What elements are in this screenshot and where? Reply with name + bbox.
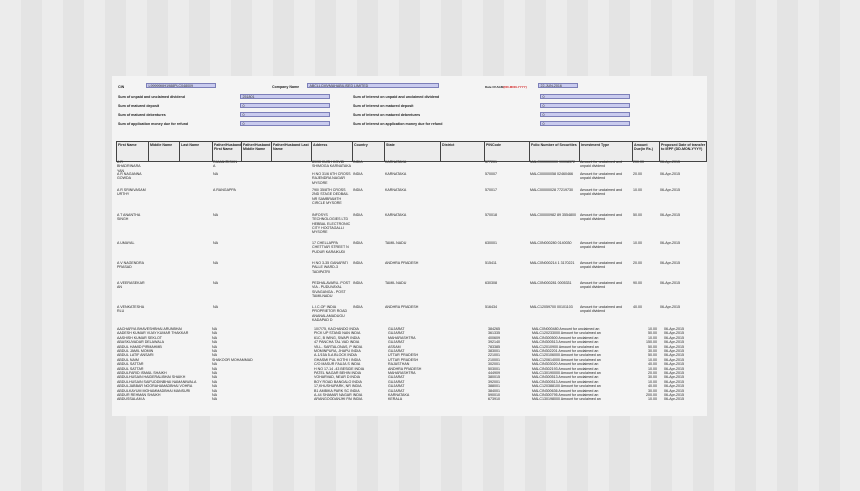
cell-father: NA [212, 353, 217, 358]
cell-name: ABDUL HAMID PIRMAHMB [117, 344, 162, 349]
cell-date: 06-Apr-2015 [664, 397, 684, 402]
cell-father: NA [212, 375, 217, 380]
cin-label: CIN [118, 85, 125, 89]
cell-address: 47 PANCHA TAL VAD INDIA [314, 340, 360, 345]
cell-father: NA [212, 335, 217, 340]
cell-folio: MALC0N000280 0140030 [530, 241, 572, 245]
cell-state: GUJARAT [388, 388, 405, 393]
column-header[interactable]: Investment Type [580, 142, 633, 161]
cell-father: NA [212, 344, 217, 349]
cell-date: 06-Apr-2015 [660, 160, 680, 164]
cell-state: UTTAR PRADESH [388, 357, 419, 362]
column-header[interactable]: Address [312, 142, 353, 161]
cell-state: GUJARAT [388, 340, 405, 345]
cell-amount: 20.00 [648, 371, 657, 375]
left-summary-label: Sum of matured debentures [118, 113, 166, 117]
cell-name: ABDULJABBAR NOORAHAMADBHAI VOHRA [117, 384, 193, 389]
cell-pin: 673910 [488, 397, 500, 402]
cell-father: NA [212, 388, 217, 393]
cell-amount: 30.00 [648, 375, 657, 380]
cell-type: Amount for unclaimed and unpaid dividend [580, 305, 622, 314]
column-header[interactable]: Folio Number of Securities [530, 142, 580, 161]
right-summary-field[interactable]: 0 [540, 103, 630, 108]
cell-address: VOHARVAD, NEAR D INDIA [314, 375, 360, 380]
cell-date: 06-Apr-2015 [664, 331, 684, 336]
cell-type: Amount for unclaimed and unpaid dividend [580, 213, 622, 222]
cell-pin: 503001 [488, 366, 500, 371]
cell-father: NA [212, 393, 217, 397]
column-header[interactable]: PINCode [485, 142, 530, 161]
cell-folio: MALC120614000 Amount for unclaimed an [532, 357, 601, 362]
cell-date: 06-Apr-2015 [664, 393, 684, 397]
cell-address: MOMINPURA, JHAPU INDIA [314, 349, 361, 353]
cell-pin: 515411 [485, 261, 497, 265]
cell-folio: MALC120233000 Amount for unclaimed an [532, 331, 601, 336]
cell-address: 17,KHUSHUPARK, NR INDIA [314, 384, 362, 389]
cell-folio: MALCIN300795 Amount for unclaimed an [532, 393, 599, 397]
cell-amount: 50.00 [648, 353, 657, 358]
cell-address: B1 AMBIKA PARK SC INDIA [314, 388, 360, 393]
cell-date: 06-Apr-2015 [664, 340, 684, 345]
cell-father: NA [213, 241, 218, 245]
cell-state: GUJARAT [388, 349, 405, 353]
cell-state: GUJARAT [388, 384, 405, 389]
cell-name: ABDUL SATTAR [117, 366, 144, 371]
cell-folio: MALC00000982 89 3554800 [530, 213, 576, 217]
cell-folio: MALC0N000480 Amount for unclaimed an [532, 327, 600, 331]
left-summary-field[interactable]: 251801 [240, 94, 330, 99]
cell-date: 06-Apr-2015 [660, 172, 680, 176]
cell-father: NA [213, 261, 218, 265]
agm-date-field[interactable]: 22-JUN-2016 [538, 83, 578, 88]
cell-pin: 380015 [488, 375, 500, 380]
cell-pin: 361335 [488, 331, 500, 336]
cell-date: 06-Apr-2015 [664, 327, 684, 331]
cell-date: 06-Apr-2015 [664, 353, 684, 358]
cell-state: KARNATAKA [385, 213, 407, 217]
column-header[interactable]: State [385, 142, 441, 161]
cell-amount: 10.00 [648, 327, 657, 331]
cell-state: MAHARASHTRA [388, 371, 416, 375]
cell-state: KARNATAKA [385, 172, 407, 176]
cell-pin: 516434 [485, 305, 497, 309]
cell-amount: 10.00 [648, 366, 657, 371]
cell-father: RAMAKRISHN A [213, 160, 237, 169]
cell-folio: MALC120106000 Amount for unclaimed an [532, 353, 601, 358]
cell-first: A VENKATESHA RLU [117, 305, 144, 314]
left-summary-label: Sum of unpaid and unclaimed dividend [118, 95, 185, 99]
cell-address: GHASMI PUL KOTHI I INDIA [314, 357, 361, 362]
agm-date-label: Date Of AGM(DD-MON-YYYY) [485, 85, 527, 89]
cell-father: NA [212, 371, 217, 375]
cell-name: ABDULFARID ISMAIL SHAIKH [117, 371, 167, 375]
cell-country: INDIA [353, 305, 363, 309]
cell-folio: MALC0N000214 1 3170221 [530, 261, 575, 265]
right-summary-label: Sum of interest on unpaid and unclaimed dividend [353, 95, 440, 99]
cell-amount: 30.00 [648, 349, 657, 353]
cell-folio: MALC12010900 Amount for unclaimed an [532, 344, 599, 349]
cell-father: NA [213, 172, 218, 176]
cell-amount: 40.00 [648, 384, 657, 389]
cell-father: A RANGAPPA [213, 188, 236, 192]
cell-state: KARNATAKA [385, 188, 407, 192]
cell-pin: 384001 [488, 388, 500, 393]
right-summary-field[interactable]: 0 [540, 112, 630, 117]
cell-name: AADESH KUMAR VIJAY KUMAR THAKKAR [117, 331, 189, 336]
cell-name: ABDUL NAIM [117, 357, 139, 362]
cell-pin: 210001 [488, 357, 500, 362]
cell-address: PEDHALAVARU- POST VIA - PUDUVAYAL SIVAGANGA - POST TAMILNADU [312, 281, 351, 298]
column-header[interactable]: Last Name [180, 142, 213, 161]
cell-folio: MALC130190000 Amount for unclaimed an [532, 371, 601, 375]
cell-state: GUJARAT [388, 327, 405, 331]
column-header[interactable]: District [441, 142, 485, 161]
cell-folio: MALCIN300636 Amount for unclaimed an [532, 388, 599, 393]
cell-name: AACHARYA BHAVESHBHAI ARUNBHAI [117, 327, 182, 331]
cell-amount: 30.00 [648, 388, 657, 393]
cell-country: INDIA [353, 281, 363, 285]
company-name-label: Company Name [272, 85, 300, 89]
cell-father: NA [212, 384, 217, 389]
cell-name: ABASKUVADAR DELAWALA [117, 340, 164, 345]
cell-first: A T ANANTHA SINGH [117, 213, 141, 222]
cell-pin: 388001 [488, 384, 500, 389]
cell-country: INDIA [353, 241, 363, 245]
cell-father: NA [212, 362, 217, 367]
cell-state: KARNATAKA [388, 393, 410, 397]
cell-folio: MALC0N000281 0005331 [530, 281, 572, 285]
cell-state: GUJARAT [388, 331, 405, 336]
cell-state: GUJARAT [388, 375, 405, 380]
right-summary-field[interactable]: 0 [540, 121, 630, 126]
cell-date: 06-Apr-2015 [660, 305, 680, 309]
cell-state: TAMIL NADU [385, 241, 407, 245]
cell-folio: MALCIN302201 Amount for unclaimed an [532, 349, 599, 353]
cell-pin: 630308 [485, 281, 497, 285]
cell-state: KERALA [388, 397, 403, 402]
cell-amount: 50.00 [648, 331, 657, 336]
cell-address: 17 CHELLAPPA CHETTIAR STREET N PUDUR KARAIKUDI [312, 241, 349, 254]
cell-amount: 40.00 [633, 305, 642, 309]
cell-first: A V NAGENDRA PRASAD [117, 261, 144, 270]
cell-state: ANDHRA PRADESH [388, 366, 422, 371]
cell-folio: MALCIN300513 Amount for unclaimed an [532, 375, 599, 380]
cell-address: H NO 17-14 -43 BESIDE INDIA [314, 366, 365, 371]
cell-amount: 10.00 [633, 241, 642, 245]
cell-type: Amount for unclaimed and unpaid dividend [580, 241, 622, 250]
cell-address: H NO 31/6 6TH CROSS RAJENDRA NAGAR MYSORE [312, 172, 351, 185]
cell-address: PATEL NAGAR BEHIN INDIA [314, 371, 362, 375]
cell-pin: 577201 [485, 160, 497, 164]
table-header [116, 141, 707, 162]
cell-pin: 392001 [488, 379, 500, 384]
cell-father: NA [213, 305, 218, 309]
cell-name: ABDUL SATTAR [117, 362, 144, 367]
cell-country: INDIA [353, 160, 363, 164]
cell-address: 790/ 35/8TH CROSS 2ND STAGE DEDBAIL NR SAMBRAMTH CIRCLE MYSORE [312, 188, 349, 205]
cell-date: 06-Apr-2015 [664, 371, 684, 375]
cell-father: NA [212, 379, 217, 384]
cell-type: Amount for unclaimed and unpaid dividend [580, 172, 622, 181]
cell-state: TAMIL NADU [385, 281, 407, 285]
cell-folio: MALCIN300500 Amount for unclaimed an [532, 335, 599, 340]
cell-amount: 90.00 [633, 281, 642, 285]
cell-amount: 40.00 [648, 362, 657, 367]
cell-country: INDIA [353, 213, 363, 217]
cell-father: NA [212, 349, 217, 353]
column-header[interactable]: Country [353, 142, 385, 161]
cell-pin: 570018 [485, 213, 497, 217]
cell-date: 06-Apr-2015 [664, 335, 684, 340]
column-header[interactable]: Father/Husband Middle Name [242, 142, 272, 161]
cell-pin: 783385 [488, 344, 500, 349]
cell-name: ABDUL LATIF ANSARI [117, 353, 154, 358]
cell-address: 89/90 KUSH KOVID SHIMOGA KARNATAKA [312, 160, 352, 169]
cell-name: ABDUL JAMIL MOMIN [117, 349, 154, 353]
right-summary-label: Sum of interest on matured deposit [353, 104, 414, 108]
cell-address: A-44 SHAMAR NAGAR INDIA [314, 393, 363, 397]
cell-date: 06-Apr-2015 [664, 375, 684, 380]
cell-father: NA [212, 331, 217, 336]
cell-date: 06-Apr-2015 [664, 379, 684, 384]
column-header[interactable]: First Name [117, 142, 149, 161]
company-name-field[interactable]: ABCLLCMVMAHABILISED LIMITED [307, 83, 439, 88]
cell-amount: 150.00 [646, 340, 657, 345]
column-header[interactable]: Proposed Date of transfer to IEPF (DD-MON-YYYY) [661, 142, 706, 151]
cell-date: 06-Apr-2015 [664, 366, 684, 371]
cell-date: 06-Apr-2015 [664, 362, 684, 367]
cell-state: KARNATAKA [385, 160, 407, 164]
cell-folio: MALCIN300513 Amount for unclaimed an [532, 340, 599, 345]
cell-pin: 383001 [488, 349, 500, 353]
cell-address: C/O MASUR FAUJA S INDIA [314, 362, 361, 367]
cell-country: INDIA [353, 261, 363, 265]
cell-date: 06-Apr-2015 [660, 188, 680, 192]
cell-father: NA [212, 366, 217, 371]
cell-pin: 384265 [488, 327, 500, 331]
cell-first: A VEERASEKAR AN [117, 281, 145, 290]
cell-pin: 221001 [488, 353, 500, 358]
right-summary-label: Sum of interest on matured debentures [353, 113, 421, 117]
cell-amount: 200.00 [633, 160, 644, 164]
cell-country: INDIA [353, 172, 363, 176]
cell-address: 61C, B WING, SWAPI INDIA [314, 335, 360, 340]
cell-pin: 400609 [488, 335, 500, 340]
cell-date: 06-Apr-2015 [660, 213, 680, 217]
column-header[interactable]: Middle Name [149, 142, 180, 161]
cell-father: NA [213, 213, 218, 217]
cell-folio: MALCIN303020 Amount for unclaimed an [532, 362, 599, 367]
cell-first: A R BHADRINARA YAN [117, 160, 141, 173]
cell-first: A R SRINIVASAM URTHY [117, 188, 146, 197]
cell-type: Amount for unclaimed and unpaid dividend [580, 261, 622, 270]
cell-first: A UMAYAL [117, 241, 135, 245]
cell-pin: 444909 [488, 371, 500, 375]
cell-father: SHAKOOR MOHAMMAD [212, 357, 253, 362]
cell-address: VILL- SARTALONAS, P INDIA [314, 344, 363, 349]
cell-country: INDIA [353, 188, 363, 192]
cin-field[interactable]: L99999MH1988PLC048009 [146, 83, 216, 88]
cell-amount: 10.00 [648, 357, 657, 362]
cell-pin: 570007 [485, 172, 497, 176]
cell-name: ABDULHUSAIN SAIFUDDINBHAI NAMANIWALA [117, 379, 197, 384]
cell-father: NA [212, 327, 217, 331]
cell-date: 06-Apr-2015 [660, 261, 680, 265]
cell-father: NA [213, 281, 218, 285]
cell-folio: MALC000000000 90008372 [530, 160, 575, 164]
column-header[interactable]: Father/Husband First Name [213, 142, 242, 161]
cell-amount: 10.00 [633, 188, 642, 192]
cell-pin: 392140 [488, 340, 500, 345]
cell-date: 06-Apr-2015 [664, 384, 684, 389]
cell-amount: 20.00 [633, 172, 642, 176]
cell-folio: MALC120388100 Amount for unclaimed an [532, 384, 601, 389]
cell-date: 06-Apr-2015 [664, 388, 684, 393]
right-summary-field[interactable]: 0 [540, 94, 630, 99]
cell-type: Amount for unclaimed and unpaid dividend [580, 281, 622, 290]
cell-state: ANDHRA PRADESH [385, 261, 419, 265]
cell-state: RAJASTHAN [388, 362, 410, 367]
left-summary-label: Sum of matured deposit [118, 104, 160, 108]
cell-folio: MALC00000058 02460466 [530, 172, 573, 176]
cell-date: 06-Apr-2015 [664, 344, 684, 349]
cell-state: ASSAM [388, 344, 401, 349]
cell-state: ANDHRA PRADESH [385, 305, 419, 309]
cell-father: NA [212, 340, 217, 345]
column-header[interactable]: Father/Husband Last Name [272, 142, 312, 161]
cell-folio: MALC12059700 00101103 [530, 305, 573, 309]
cell-name: ABDUR REHMAN SHAIKH [117, 393, 161, 397]
cell-address: BOY ROAD BANGALO INDIA [314, 379, 362, 384]
cell-pin: 590010 [488, 393, 500, 397]
cell-date: 06-Apr-2015 [660, 281, 680, 285]
cell-address: PICK UP STAND NAN INDIA [314, 331, 361, 336]
cell-folio: MALCIN302193 Amount for unclaimed an [532, 366, 599, 371]
left-summary-field[interactable]: 0 [240, 103, 330, 108]
cell-type: Amount for unclaimed and unpaid dividend [580, 160, 622, 169]
cell-type: Amount for unclaimed and unpaid dividend [580, 188, 622, 197]
cell-first: A R NAGANNA GOWDA [117, 172, 142, 181]
cell-pin: 630001 [485, 241, 497, 245]
cell-address: H NO 3-35 GANAPATI PALLE WARD-3 TADIPATRI [312, 261, 348, 274]
cell-amount: 20.00 [633, 261, 642, 265]
column-header[interactable]: Amount Due(in Rs.) [633, 142, 660, 161]
spreadsheet-sheet [112, 76, 707, 416]
cell-amount: 50.00 [648, 344, 657, 349]
cell-date: 06-Apr-2015 [660, 241, 680, 245]
left-summary-label: Sum of application money due for refund [118, 122, 189, 126]
cell-date: 06-Apr-2015 [664, 349, 684, 353]
cell-pin: 302001 [488, 362, 500, 367]
cell-address: A-1/15A 5-A BLOCK INDIA [314, 353, 357, 358]
cell-address: INFOSYS TECHNOLOGIES LTD HEBBAL ELECTRONIC CITY HOOTAGALLI MYSORE [312, 213, 351, 235]
cell-name: ABDUSSALAM A [117, 397, 145, 402]
cell-state: GUJARAT [388, 379, 405, 384]
cell-address: 10/7/75, KACHANDO INDIA [314, 327, 359, 331]
left-summary-field[interactable]: 0 [240, 121, 330, 126]
left-summary-field[interactable]: 0 [240, 112, 330, 117]
cell-state: UTTAR PRADESH [388, 353, 419, 358]
cell-amount: 10.00 [648, 397, 657, 402]
cell-folio: MALC130198000 Amount for unclaimed an [532, 397, 601, 402]
cell-address: L.I.C.OF INDIA PROPRIETOR ROAD ANANALAMADUGU KADAPAD D [312, 305, 348, 322]
cell-name: AASHISH KUMAR SEKLOT [117, 335, 162, 340]
cell-amount: 10.00 [648, 379, 657, 384]
cell-date: 06-Apr-2015 [664, 357, 684, 362]
cell-father: NA [212, 397, 217, 402]
cell-pin: 570017 [485, 188, 497, 192]
cell-name: ABDULKAYUM MOHAMMADBHAI MANSURI [117, 388, 191, 393]
right-summary-label: Sum of interest on application money due for refund [353, 122, 443, 126]
cell-name: ABDULHUSAIN HAIDERALIBHAI SHAIKH [117, 375, 186, 380]
cell-amount: 50.00 [633, 213, 642, 217]
cell-folio: MALCIN300513 Amount for unclaimed an [532, 379, 599, 384]
cell-amount: 200.00 [646, 393, 657, 397]
cell-amount: 10.00 [648, 335, 657, 340]
cell-state: MAHARASHTRA [388, 335, 416, 340]
cell-address: ARANGOODANJHI PAI INDIA [314, 397, 363, 402]
cell-folio: MALC00000028 77219730 [530, 188, 573, 192]
